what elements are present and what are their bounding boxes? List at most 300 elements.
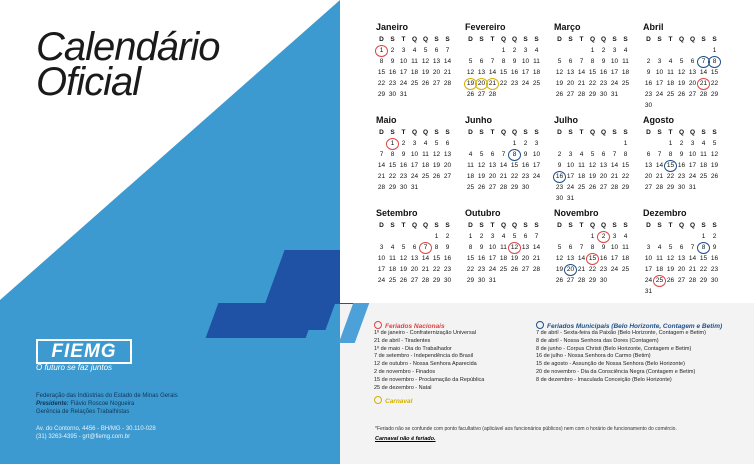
day-cell: 25 bbox=[499, 266, 508, 273]
month-name: Fevereiro bbox=[465, 22, 506, 32]
day-cell: 27 bbox=[443, 173, 452, 180]
day-cell: 14 bbox=[421, 255, 430, 262]
day-cell: 23 bbox=[443, 266, 452, 273]
weekday-header: Q bbox=[589, 129, 596, 136]
org-line2 bbox=[36, 400, 178, 408]
month-name: Março bbox=[554, 22, 581, 32]
empty-cell bbox=[420, 232, 431, 242]
empty-cell bbox=[409, 232, 420, 242]
day-cell: 29 bbox=[666, 184, 675, 191]
day-cell: 4 bbox=[623, 233, 628, 240]
day-cell: 2 bbox=[557, 151, 562, 158]
day-cell: 3 bbox=[657, 58, 662, 65]
weekday-header: S bbox=[445, 222, 450, 229]
day-cell: 5 bbox=[512, 233, 517, 240]
day-cell: 1 bbox=[668, 140, 673, 147]
empty-cell bbox=[376, 232, 387, 242]
day-cell: 5 bbox=[557, 244, 562, 251]
day-cell: 26 bbox=[710, 173, 719, 180]
day-cell: 29 bbox=[377, 91, 386, 98]
weekday-header: S bbox=[479, 36, 484, 43]
month-name: Junho bbox=[465, 115, 492, 125]
day-cell: 6 bbox=[568, 244, 573, 251]
day-cell: 23 bbox=[388, 80, 397, 87]
day-cell: 8 bbox=[501, 58, 506, 65]
weekday-header: S bbox=[445, 36, 450, 43]
empty-cell bbox=[654, 139, 665, 149]
day-cell: 14 bbox=[499, 162, 508, 169]
weekday-header: Q bbox=[589, 36, 596, 43]
day-cell: 24 bbox=[566, 184, 575, 191]
day-cell: 1 bbox=[590, 233, 595, 240]
day-cell: 8 bbox=[668, 151, 673, 158]
weekday-header: Q bbox=[511, 129, 518, 136]
day-cell: 29 bbox=[510, 184, 519, 191]
weekday-header: D bbox=[646, 129, 651, 136]
empty-cell bbox=[576, 139, 587, 149]
weekday-header: T bbox=[579, 222, 584, 229]
weekday-header: S bbox=[434, 222, 439, 229]
weekday-header: T bbox=[401, 222, 406, 229]
day-cell: 10 bbox=[488, 244, 497, 251]
day-cell: 23 bbox=[510, 80, 519, 87]
day-cell: 27 bbox=[566, 91, 575, 98]
day-cell: 21 bbox=[655, 173, 664, 180]
weekday-header: S bbox=[479, 222, 484, 229]
day-cell: 4 bbox=[623, 47, 628, 54]
day-cell: 22 bbox=[377, 80, 386, 87]
day-cell: 3 bbox=[401, 47, 406, 54]
day-cell: 9 bbox=[601, 58, 606, 65]
day-cell: 7 bbox=[379, 151, 384, 158]
day-cell: 16 bbox=[521, 162, 530, 169]
weekday-header: D bbox=[646, 222, 651, 229]
day-cell: 9 bbox=[523, 151, 528, 158]
day-cell: 11 bbox=[700, 151, 707, 158]
day-cell: 19 bbox=[466, 80, 475, 87]
day-cell: 1 bbox=[434, 233, 439, 240]
day-cell: 12 bbox=[588, 162, 597, 169]
month-days-grid bbox=[376, 128, 456, 193]
day-cell: 24 bbox=[410, 173, 419, 180]
day-cell: 28 bbox=[443, 80, 452, 87]
day-cell: 18 bbox=[466, 173, 475, 180]
day-cell: 25 bbox=[410, 80, 419, 87]
day-cell: 21 bbox=[421, 266, 430, 273]
weekday-header: Q bbox=[422, 36, 429, 43]
day-cell: 16 bbox=[510, 69, 519, 76]
empty-cell bbox=[565, 139, 576, 149]
weekday-header: Q bbox=[511, 222, 518, 229]
day-cell: 29 bbox=[621, 184, 630, 191]
day-cell: 7 bbox=[698, 57, 709, 67]
weekday-header: S bbox=[434, 36, 439, 43]
day-cell: 3 bbox=[379, 244, 384, 251]
day-cell: 15 bbox=[621, 162, 630, 169]
day-cell: 11 bbox=[533, 58, 540, 65]
day-cell: 9 bbox=[646, 69, 651, 76]
day-cell: 28 bbox=[488, 91, 497, 98]
day-cell: 21 bbox=[532, 255, 541, 262]
weekday-header: D bbox=[557, 129, 562, 136]
weekday-header: Q bbox=[500, 129, 507, 136]
empty-cell bbox=[387, 232, 398, 242]
weekday-header: T bbox=[579, 36, 584, 43]
day-cell: 28 bbox=[532, 266, 541, 273]
day-cell: 16 bbox=[477, 255, 486, 262]
day-cell: 18 bbox=[577, 173, 586, 180]
day-cell: 6 bbox=[601, 151, 606, 158]
day-cell: 21 bbox=[377, 173, 386, 180]
day-cell: 14 bbox=[532, 244, 541, 251]
day-cell: 9 bbox=[601, 244, 606, 251]
day-cell: 13 bbox=[688, 69, 697, 76]
weekday-header: S bbox=[568, 36, 573, 43]
day-cell: 26 bbox=[432, 173, 441, 180]
day-cell: 23 bbox=[399, 173, 408, 180]
day-cell: 8 bbox=[434, 244, 439, 251]
empty-cell bbox=[643, 139, 654, 149]
day-cell: 22 bbox=[666, 173, 675, 180]
day-cell: 19 bbox=[432, 162, 441, 169]
empty-cell bbox=[576, 46, 587, 56]
day-cell: 9 bbox=[390, 58, 395, 65]
day-cell: 6 bbox=[412, 244, 417, 251]
municipal-legend bbox=[536, 321, 751, 385]
day-cell: 20 bbox=[488, 173, 497, 180]
empty-cell bbox=[565, 232, 576, 242]
day-cell: 26 bbox=[555, 91, 564, 98]
day-cell: 25 bbox=[466, 184, 475, 191]
day-cell: 2 bbox=[445, 233, 450, 240]
empty-cell bbox=[687, 46, 698, 56]
month-name: Setembro bbox=[376, 208, 418, 218]
day-cell: 23 bbox=[710, 266, 719, 273]
day-cell: 24 bbox=[532, 173, 541, 180]
day-cell: 31 bbox=[610, 91, 619, 98]
weekday-header: Q bbox=[678, 129, 685, 136]
day-cell: 6 bbox=[690, 58, 695, 65]
weekday-header: S bbox=[712, 129, 717, 136]
day-cell: 19 bbox=[710, 162, 719, 169]
weekday-header: T bbox=[401, 36, 406, 43]
day-cell: 31 bbox=[488, 277, 497, 284]
day-cell: 2 bbox=[601, 47, 606, 54]
day-cell: 23 bbox=[521, 173, 530, 180]
day-cell: 10 bbox=[410, 151, 419, 158]
national-holiday-item: 1º de maio - Dia do Trabalhador bbox=[374, 345, 452, 352]
day-cell: 8 bbox=[590, 58, 595, 65]
weekday-header: S bbox=[657, 129, 662, 136]
weekday-header: Q bbox=[678, 36, 685, 43]
day-cell: 12 bbox=[555, 69, 564, 76]
weekday-header: D bbox=[379, 36, 384, 43]
day-cell: 31 bbox=[644, 288, 653, 295]
national-holiday-item: 12 de outubro - Nossa Senhora Aparecida bbox=[374, 361, 477, 368]
day-cell: 11 bbox=[467, 162, 474, 169]
day-cell: 20 bbox=[521, 255, 530, 262]
weekday-header: T bbox=[490, 129, 495, 136]
day-cell: 26 bbox=[510, 266, 519, 273]
weekday-header: S bbox=[390, 36, 395, 43]
day-cell: 3 bbox=[612, 233, 617, 240]
weekday-header: T bbox=[401, 129, 406, 136]
day-cell: 5 bbox=[590, 151, 595, 158]
day-cell: 28 bbox=[655, 184, 664, 191]
day-cell: 13 bbox=[477, 69, 486, 76]
year-label: 2023 bbox=[36, 101, 121, 145]
day-cell: 15 bbox=[510, 162, 519, 169]
weekday-header: S bbox=[701, 36, 706, 43]
month-outubro bbox=[465, 208, 545, 286]
month-name: Julho bbox=[554, 115, 578, 125]
day-cell: 4 bbox=[534, 47, 539, 54]
month-days-grid bbox=[643, 128, 723, 193]
day-cell: 24 bbox=[488, 266, 497, 273]
day-cell: 5 bbox=[479, 151, 484, 158]
day-cell: 26 bbox=[466, 91, 475, 98]
weekday-header: S bbox=[523, 36, 528, 43]
month-days-grid bbox=[643, 35, 723, 111]
day-cell: 27 bbox=[688, 91, 697, 98]
day-cell: 3 bbox=[646, 244, 651, 251]
month-days-grid bbox=[554, 128, 634, 204]
weekday-header: Q bbox=[689, 36, 696, 43]
day-cell: 19 bbox=[510, 255, 519, 262]
empty-cell bbox=[565, 46, 576, 56]
month-name: Novembro bbox=[554, 208, 599, 218]
month-setembro bbox=[376, 208, 456, 286]
day-cell: 3 bbox=[412, 140, 417, 147]
weekday-header: S bbox=[434, 129, 439, 136]
day-cell: 18 bbox=[655, 266, 664, 273]
day-cell: 10 bbox=[566, 162, 575, 169]
day-cell: 4 bbox=[501, 233, 506, 240]
weekday-header: S bbox=[657, 222, 662, 229]
weekday-header: Q bbox=[422, 222, 429, 229]
day-cell: 19 bbox=[555, 266, 564, 273]
day-cell: 10 bbox=[655, 69, 664, 76]
day-cell: 4 bbox=[579, 151, 584, 158]
address bbox=[36, 425, 156, 441]
day-cell: 25 bbox=[421, 173, 430, 180]
day-cell: 12 bbox=[555, 255, 564, 262]
day-cell: 11 bbox=[411, 58, 418, 65]
day-cell: 12 bbox=[710, 151, 719, 158]
day-cell: 30 bbox=[599, 91, 608, 98]
day-cell: 18 bbox=[621, 255, 630, 262]
day-cell: 20 bbox=[432, 69, 441, 76]
day-cell: 14 bbox=[655, 162, 664, 169]
day-cell: 1 bbox=[712, 47, 717, 54]
holiday-marker-icon bbox=[374, 321, 382, 329]
weekday-header: S bbox=[534, 36, 539, 43]
day-cell: 29 bbox=[388, 184, 397, 191]
weekday-header: S bbox=[534, 222, 539, 229]
day-cell: 6 bbox=[679, 244, 684, 251]
day-cell: 3 bbox=[523, 47, 528, 54]
day-cell: 8 bbox=[390, 151, 395, 158]
day-cell: 11 bbox=[578, 162, 585, 169]
day-cell: 9 bbox=[557, 162, 562, 169]
day-cell: 4 bbox=[657, 244, 662, 251]
day-cell: 22 bbox=[621, 173, 630, 180]
day-cell: 24 bbox=[377, 277, 386, 284]
decor-shape bbox=[206, 303, 319, 338]
day-cell: 15 bbox=[466, 255, 475, 262]
empty-cell bbox=[676, 46, 687, 56]
day-cell: 14 bbox=[577, 255, 586, 262]
day-cell: 11 bbox=[667, 69, 674, 76]
carnival-marker-icon bbox=[374, 396, 382, 404]
day-cell: 3 bbox=[612, 47, 617, 54]
footnote-carnival: Carnaval não é feriado. bbox=[375, 436, 436, 442]
day-cell: 11 bbox=[389, 255, 396, 262]
day-cell: 30 bbox=[710, 277, 719, 284]
day-cell: 18 bbox=[699, 162, 708, 169]
day-cell: 18 bbox=[499, 255, 508, 262]
weekday-header: T bbox=[490, 222, 495, 229]
empty-cell bbox=[698, 46, 709, 56]
weekday-header: T bbox=[668, 222, 673, 229]
day-cell: 1 bbox=[468, 233, 473, 240]
day-cell: 30 bbox=[555, 195, 564, 202]
day-cell: 17 bbox=[610, 255, 619, 262]
empty-cell bbox=[576, 232, 587, 242]
day-cell: 31 bbox=[566, 195, 575, 202]
day-cell: 10 bbox=[532, 151, 541, 158]
day-cell: 19 bbox=[399, 266, 408, 273]
day-cell: 2 bbox=[598, 232, 609, 242]
day-cell: 22 bbox=[588, 80, 597, 87]
weekday-header: Q bbox=[411, 129, 418, 136]
day-cell: 25 bbox=[655, 277, 664, 284]
month-days-grid bbox=[465, 128, 545, 193]
day-cell: 13 bbox=[432, 58, 441, 65]
day-cell: 15 bbox=[710, 69, 719, 76]
day-cell: 22 bbox=[699, 266, 708, 273]
empty-cell bbox=[554, 232, 565, 242]
day-cell: 6 bbox=[646, 151, 651, 158]
day-cell: 14 bbox=[610, 162, 619, 169]
day-cell: 17 bbox=[688, 162, 697, 169]
day-cell: 30 bbox=[521, 184, 530, 191]
month-janeiro bbox=[376, 22, 456, 100]
day-cell: 27 bbox=[488, 184, 497, 191]
empty-cell bbox=[465, 139, 476, 149]
day-cell: 21 bbox=[688, 266, 697, 273]
national-legend bbox=[374, 321, 544, 405]
weekday-header: D bbox=[379, 222, 384, 229]
empty-cell bbox=[554, 139, 565, 149]
day-cell: 30 bbox=[644, 102, 653, 109]
day-cell: 1 bbox=[501, 47, 506, 54]
day-cell: 25 bbox=[699, 173, 708, 180]
day-cell: 6 bbox=[479, 58, 484, 65]
day-cell: 8 bbox=[379, 58, 384, 65]
day-cell: 24 bbox=[521, 80, 530, 87]
day-cell: 13 bbox=[410, 255, 419, 262]
day-cell: 27 bbox=[566, 277, 575, 284]
day-cell: 15 bbox=[377, 69, 386, 76]
weekday-header: Q bbox=[678, 222, 685, 229]
empty-cell bbox=[476, 46, 487, 56]
day-cell: 14 bbox=[577, 69, 586, 76]
day-cell: 18 bbox=[532, 69, 541, 76]
weekday-header: Q bbox=[500, 36, 507, 43]
day-cell: 18 bbox=[410, 69, 419, 76]
day-cell: 20 bbox=[477, 80, 486, 87]
day-cell: 16 bbox=[599, 255, 608, 262]
day-cell: 8 bbox=[709, 57, 720, 67]
day-cell: 29 bbox=[710, 91, 719, 98]
weekday-header: D bbox=[379, 129, 384, 136]
day-cell: 27 bbox=[432, 80, 441, 87]
day-cell: 30 bbox=[599, 277, 608, 284]
day-cell: 2 bbox=[479, 233, 484, 240]
day-cell: 24 bbox=[688, 173, 697, 180]
day-cell: 12 bbox=[399, 255, 408, 262]
weekday-header: Q bbox=[600, 36, 607, 43]
day-cell: 16 bbox=[555, 173, 564, 180]
day-cell: 27 bbox=[521, 266, 530, 273]
empty-cell bbox=[654, 46, 665, 56]
weekday-header: T bbox=[668, 36, 673, 43]
day-cell: 29 bbox=[432, 277, 441, 284]
day-cell: 24 bbox=[644, 277, 653, 284]
day-cell: 25 bbox=[621, 80, 630, 87]
day-cell: 9 bbox=[401, 151, 406, 158]
day-cell: 10 bbox=[610, 58, 619, 65]
day-cell: 10 bbox=[688, 151, 697, 158]
day-cell: 31 bbox=[399, 91, 408, 98]
day-cell: 15 bbox=[499, 69, 508, 76]
weekday-header: S bbox=[612, 222, 617, 229]
day-cell: 2 bbox=[390, 47, 395, 54]
empty-cell bbox=[643, 46, 654, 56]
day-cell: 12 bbox=[432, 151, 441, 158]
weekday-header: T bbox=[490, 36, 495, 43]
day-cell: 4 bbox=[390, 244, 395, 251]
empty-cell bbox=[598, 139, 609, 149]
day-cell: 1 bbox=[376, 46, 387, 56]
day-cell: 20 bbox=[677, 266, 686, 273]
day-cell: 23 bbox=[599, 80, 608, 87]
weekday-header: S bbox=[568, 222, 573, 229]
day-cell: 28 bbox=[577, 91, 586, 98]
weekday-header: S bbox=[623, 129, 628, 136]
day-cell: 17 bbox=[399, 69, 408, 76]
empty-cell bbox=[654, 232, 665, 242]
day-cell: 7 bbox=[501, 151, 506, 158]
day-cell: 21 bbox=[577, 80, 586, 87]
day-cell: 28 bbox=[377, 184, 386, 191]
day-cell: 22 bbox=[710, 80, 719, 87]
day-cell: 7 bbox=[612, 151, 617, 158]
national-holiday-item: 25 de dezembro - Natal bbox=[374, 384, 432, 391]
weekday-header: S bbox=[657, 36, 662, 43]
day-cell: 9 bbox=[679, 151, 684, 158]
day-cell: 11 bbox=[500, 244, 507, 251]
day-cell: 22 bbox=[432, 266, 441, 273]
slogan: O futuro se faz juntos bbox=[36, 363, 113, 372]
empty-cell bbox=[643, 232, 654, 242]
day-cell: 19 bbox=[555, 80, 564, 87]
day-cell: 25 bbox=[621, 266, 630, 273]
day-cell: 26 bbox=[588, 184, 597, 191]
empty-cell bbox=[487, 139, 498, 149]
day-cell: 14 bbox=[688, 255, 697, 262]
